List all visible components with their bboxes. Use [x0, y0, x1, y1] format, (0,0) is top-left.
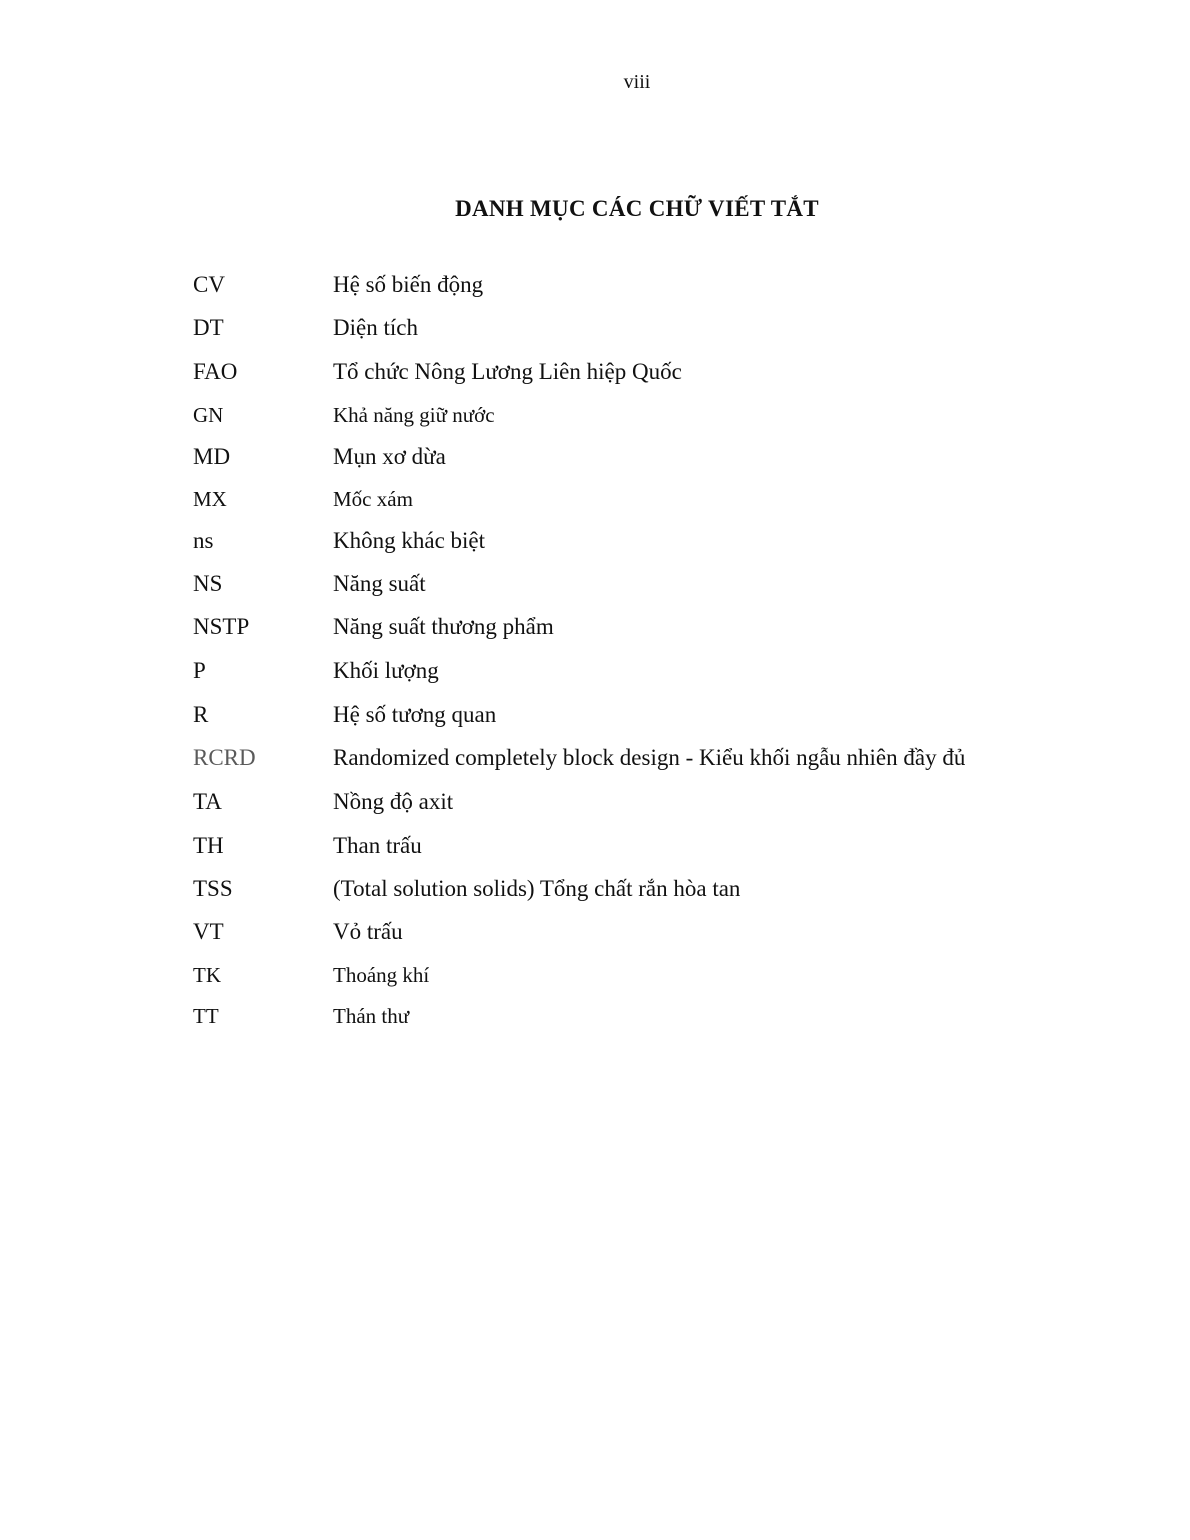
abbreviation-row — [193, 656, 965, 700]
abbreviation-meaning: Thoáng khí — [333, 963, 430, 987]
abbreviation-code: MD — [193, 444, 231, 469]
abbreviation-code: TA — [193, 789, 222, 814]
abbreviation-code: TK — [193, 963, 221, 987]
abbreviation-code: P — [193, 658, 206, 683]
abbreviation-row — [193, 874, 965, 917]
page-title: DANH MỤC CÁC CHỮ VIẾT TẮT — [455, 196, 819, 221]
abbreviation-meaning: Không khác biệt — [333, 528, 486, 553]
abbreviation-code: R — [193, 702, 209, 727]
abbreviation-list — [193, 270, 965, 1041]
abbreviation-row — [193, 960, 965, 1001]
abbreviation-row — [193, 313, 965, 357]
abbreviation-meaning: Nồng độ axit — [333, 789, 454, 814]
abbreviation-row — [193, 526, 965, 569]
abbreviation-code: RCRD — [193, 745, 256, 770]
abbreviation-row — [193, 612, 965, 656]
abbreviation-code: NSTP — [193, 614, 250, 639]
abbreviation-meaning: Hệ số biến động — [333, 272, 484, 297]
abbreviation-code: GN — [193, 403, 224, 427]
abbreviation-row — [193, 442, 965, 484]
abbreviation-row — [193, 1001, 965, 1041]
abbreviation-meaning: Vỏ trấu — [333, 919, 403, 944]
abbreviation-meaning: Khối lượng — [333, 658, 439, 683]
abbreviation-code: CV — [193, 272, 225, 297]
abbreviation-meaning: Thán thư — [333, 1004, 410, 1028]
abbreviation-row — [193, 569, 965, 612]
abbreviation-row — [193, 700, 965, 743]
abbreviation-row — [193, 917, 965, 960]
abbreviation-row — [193, 357, 965, 400]
abbreviation-row — [193, 787, 965, 831]
abbreviation-code: ns — [193, 528, 214, 553]
abbreviation-meaning: Than trấu — [333, 833, 422, 858]
abbreviation-row — [193, 484, 965, 526]
abbreviation-meaning: Mụn xơ dừa — [333, 444, 446, 469]
abbreviation-row — [193, 270, 965, 313]
abbreviation-code: TT — [193, 1004, 219, 1028]
abbreviation-meaning: Hệ số tương quan — [333, 702, 497, 727]
abbreviation-meaning: Tổ chức Nông Lương Liên hiệp Quốc — [333, 359, 682, 384]
abbreviation-row — [193, 743, 965, 787]
abbreviation-code: DT — [193, 315, 224, 340]
abbreviation-meaning: Năng suất thương phẩm — [333, 614, 554, 639]
abbreviation-meaning: Mốc xám — [333, 487, 413, 511]
abbreviation-code: NS — [193, 571, 223, 596]
page-number: viii — [623, 71, 651, 93]
abbreviation-code: MX — [193, 487, 227, 511]
abbreviation-meaning: (Total solution solids) Tổng chất rắn hòa tan — [333, 876, 741, 901]
abbreviation-meaning: Năng suất — [333, 571, 426, 596]
abbreviation-code: TH — [193, 833, 224, 858]
abbreviation-code: FAO — [193, 359, 238, 384]
abbreviation-meaning: Randomized completely block design - Kiểu khối ngẫu nhiên đầy đủ — [333, 745, 966, 770]
abbreviation-meaning: Khả năng giữ nước — [333, 403, 495, 427]
abbreviation-code: VT — [193, 919, 224, 944]
abbreviation-code: TSS — [193, 876, 233, 901]
abbreviation-row — [193, 400, 965, 442]
abbreviation-row — [193, 831, 965, 874]
abbreviation-meaning: Diện tích — [333, 315, 418, 340]
